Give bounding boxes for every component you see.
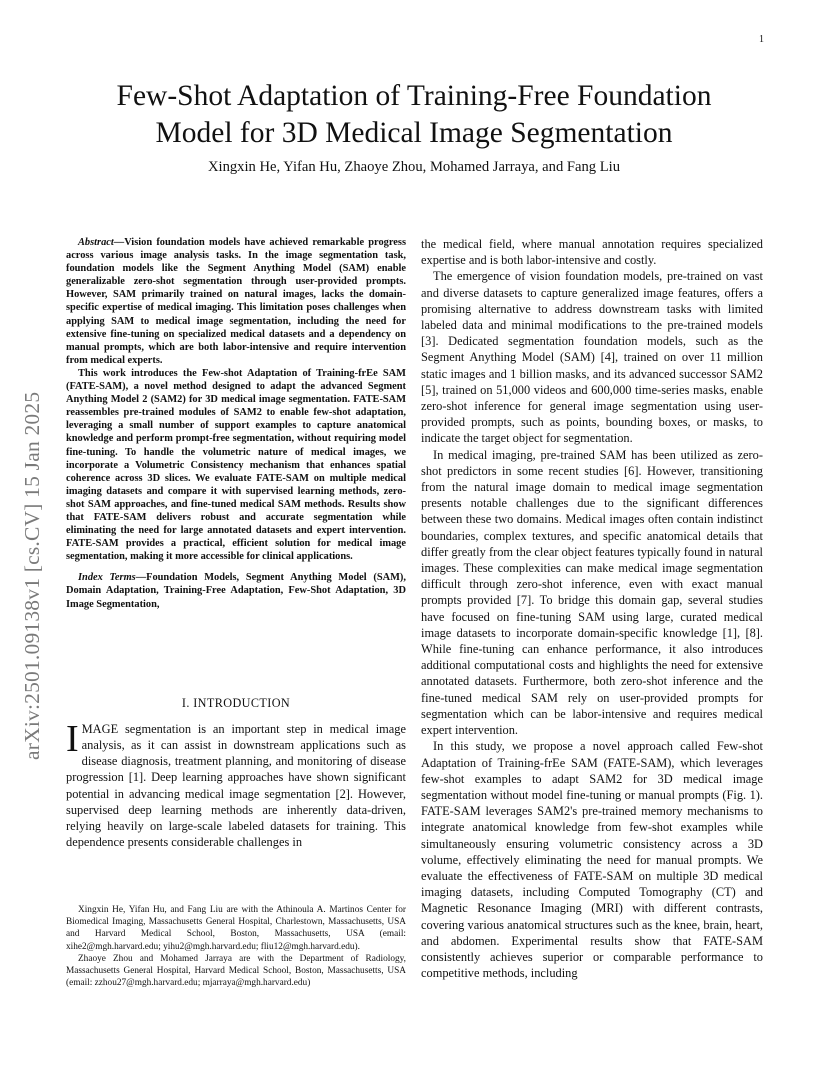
- left-column: [66, 236, 406, 850]
- body-paragraph-this-study: In this study, we propose a novel approach called Few-shot Adaptation of Training-frEe SAM (FATE-SAM), which leverages few-shot examples to adapt SAM2 for 3D medical image segmentation without model fine-tuning or manual prompts (Fig. 1). FATE-SAM leverages SAM2's pre-trained memory mechanisms to integrate anatomical knowledge from few-shot examples while simultaneously ensuring volumetric consistency across a 3D volume, effectively eliminating the need for manual prompts. We evaluate the effectiveness of FATE-SAM on multiple 3D medical imaging datasets, including Computed Tomography (CT) and Magnetic Resonance Imaging (MRI) with different contrasts, covering various anatomical structures such as the knee, brain, heart, and abdomen. Experimental results show that FATE-SAM consistently achieves superior or comparable performance to competitive methods, including: [421, 739, 763, 981]
- abstract-paragraph-1: [66, 236, 406, 367]
- introduction-paragraph-1: [66, 717, 406, 851]
- right-column: [421, 236, 763, 981]
- index-terms: [66, 571, 406, 610]
- page-number: 1: [759, 34, 764, 45]
- section-heading-introduction: I. INTRODUCTION: [181, 695, 291, 710]
- footnote-1: Xingxin He, Yifan Hu, and Fang Liu are with the Athinoula A. Martinos Center for Biomedical Imaging, Massachusetts General Hospital, Charlestown, Massachusetts, USA and Harvard Medical School, Boston, Massachusetts, USA (email: xihe2@mgh.harvard.edu; yihu2@mgh.harvard.edu; fliu12@mgh.harvard.edu).: [66, 905, 406, 952]
- drop-cap: I: [66, 717, 79, 760]
- body-paragraph-medical-imaging: In medical imaging, pre-trained SAM has been utilized as zero-shot predictors in some recent studies [6]. However, transitioning from the natural image domain to medical image segmentation presents notable challenges due to the significant differences between these two domains. Medical images often contain indistinct boundaries, complex textures, and specific anatomical details that differ greatly from the clear object features typically found in natural images. These complexities can make medical image segmentation difficult through zero-shot inference, even with exact manual prompts provided [7]. To bridge this domain gap, several studies have focused on fine-tuning SAM using large, curated medical image datasets to incorporate domain-specific knowledge [1], [8]. While fine-tuning can enhance performance, it also introduces additional computational costs and highlights the need for extensive annotated datasets. Furthermore, both zero-shot inference and the fine-tuned medical SAM rely on user-provided prompts for segmentation which can be labor-intensive and requires medical expert intervention.: [421, 447, 763, 738]
- title-line-2: Model for 3D Medical Image Segmentation: [155, 117, 673, 149]
- index-terms-text: —Foundation Models, Segment Anything Model (SAM), Domain Adaptation, Training-Free Adaptation, Few-Shot Adaptation, 3D Image Segmentation,: [66, 572, 406, 610]
- abstract-label: Abstract: [78, 237, 114, 248]
- body-paragraph-continued: the medical field, where manual annotation requires specialized expertise and is both labor-intensive and costly.: [421, 237, 763, 268]
- index-terms-label: Index Terms: [78, 572, 136, 584]
- author-list: Xingxin He, Yifan Hu, Zhaoye Zhou, Mohamed Jarraya, and Fang Liu: [207, 159, 621, 175]
- body-paragraph-foundation-models: The emergence of vision foundation models, pre-trained on vast and diverse datasets to capture generalized image features, offers a promising alternative to address downstream tasks with limited labeled data and minimal modifications to the pre-trained models [3]. Dedicated segmentation foundation models, such as the Segment Anything Model (SAM) [4], trained on over 11 million static images and 1 billion masks, and its advanced successor SAM2 [5], trained on 51,000 videos and 600,000 time-series masks, enable zero-shot inference for general image segmentation using user-provided prompts, such as points, bounding boxes, or masks, to indicate the target object for segmentation.: [421, 269, 763, 446]
- footnote-2: Zhaoye Zhou and Mohamed Jarraya are with the Department of Radiology, Massachusetts General Hospital, Harvard Medical School, Boston, Massachusetts, USA (email: zzhou27@mgh.harvard.edu; mjarraya@mgh.harvard.edu): [66, 953, 406, 989]
- author-affiliation-footnotes: [66, 904, 406, 989]
- paper-title: [60, 78, 768, 152]
- abstract-text-1: —Vision foundation models have achieved remarkable progress across various image analysis tasks. In the image segmentation task, foundation models like the Segment Anything Model (SAM) enable generalizable zero-shot segmentation through user-provided prompts. However, SAM primarily trained on natural images, lacks the domain-specific expertise of medical imaging. This limitation poses challenges when applying SAM to medical image segmentation, including the need for extensive fine-tuning on specialized medical datasets and a dependency on manual prompts, which are both labor-intensive and require intervention from medical experts.: [66, 237, 406, 366]
- introduction-text-1: MAGE segmentation is an important step in medical image analysis, as it can assist in downstream applications such as disease diagnosis, treatment planning, and monitoring of disease progression [1]. Deep learning approaches have shown significant potential in advancing medical image segmentation [2]. However, supervised deep learning methods are inherently data-driven, relying heavily on large-scale labeled datasets for training. This dependence presents considerable challenges in: [66, 721, 406, 850]
- arxiv-identifier-stamp: arXiv:2501.09138v1 [cs.CV] 15 Jan 2025: [20, 391, 44, 760]
- abstract: [66, 236, 406, 611]
- abstract-paragraph-2: This work introduces the Few-shot Adaptation of Training-frEe SAM (FATE-SAM), a novel method designed to adapt the advanced Segment Anything Model 2 (SAM2) for 3D medical image segmentation. FATE-SAM reassembles pre-trained modules of SAM2 to enable few-shot adaptation, leveraging a small number of support examples to capture anatomical knowledge and perform prompt-free segmentation, without requiring model fine-tuning. To handle the volumetric nature of medical images, we incorporate a Volumetric Consistency mechanism that enhances spatial coherence across 3D slices. We evaluate FATE-SAM on multiple medical imaging datasets and compare it with supervised learning methods, zero-shot SAM approaches, and fine-tuned medical SAM methods. Results show that FATE-SAM delivers robust and accurate segmentation while eliminating the need for large annotated datasets and expert intervention. FATE-SAM provides a practical, efficient solution for medical image segmentation, making it more accessible for clinical applications.: [66, 367, 406, 563]
- title-line-1: Few-Shot Adaptation of Training-Free Foundation: [116, 80, 712, 112]
